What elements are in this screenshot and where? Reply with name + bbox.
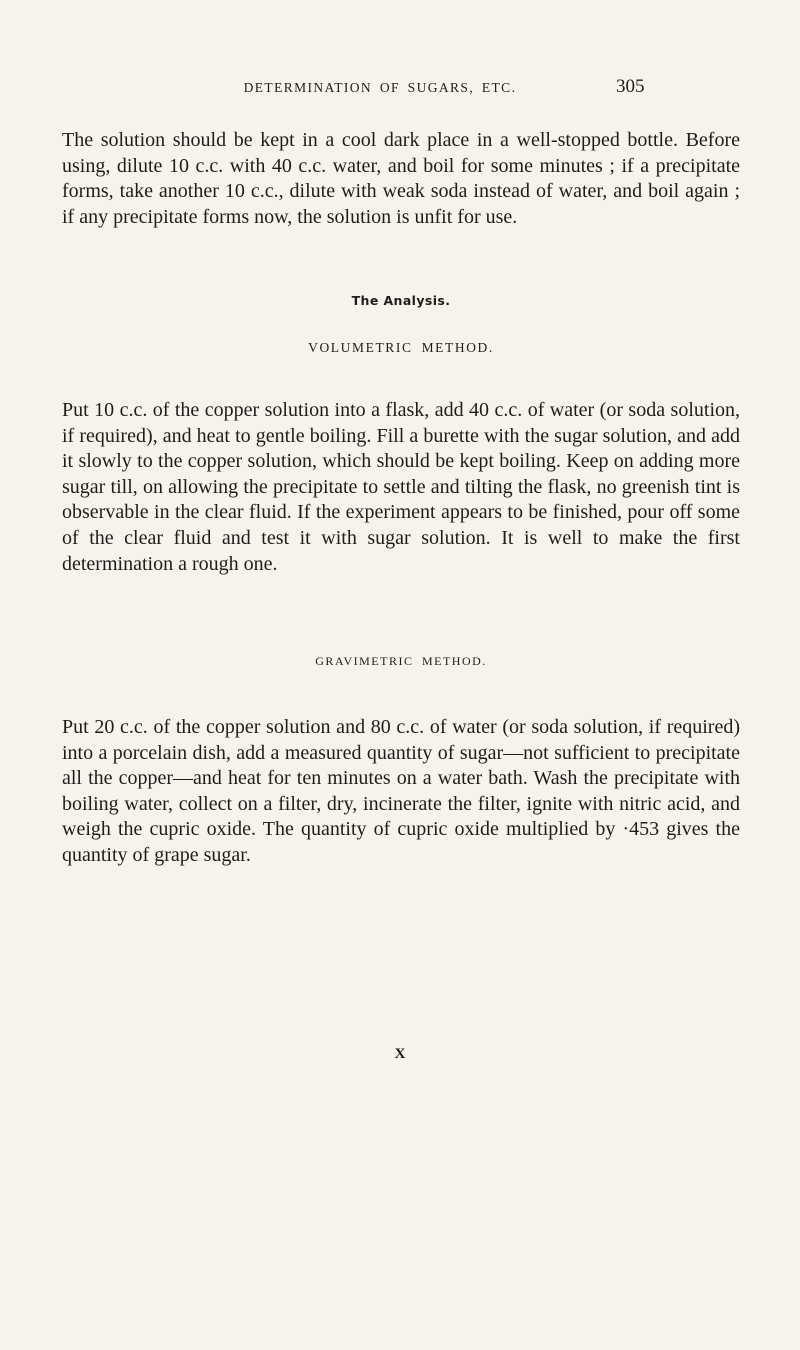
- paragraph-storage: The solution should be kept in a cool dark place in a well-stopped bottle. Before using, dilute 10 c.c. with 40 c.c. water, and boil for some minutes ; if a precipitate forms, take another 10 c.c., dilute with weak soda instead of water, and boil again ; if any precipitate forms now, the solution is unfit for use.: [62, 129, 740, 228]
- running-head: DETERMINATION OF SUGARS, ETC.: [243, 80, 517, 95]
- section-heading: The Analysis.: [351, 293, 451, 308]
- page-number: 305: [616, 76, 645, 97]
- subheading-volumetric: VOLUMETRIC METHOD.: [308, 340, 494, 355]
- paragraph-volumetric: Put 10 c.c. of the copper solution into a flask, add 40 c.c. of water (or soda solution, if required), and heat to gentle boiling. Fill a burette with the sugar solution, and add it slowly to the copper solution, which should be kept boiling. Keep on adding more sugar till, on allowing the precipitate to settle and tilting the flask, no greenish tint is observable in the clear fluid. If the experiment appears to be finished, pour off some of the clear fluid and test it with sugar solution. It is well to make the first determination a rough one.: [62, 399, 740, 575]
- subheading-gravimetric: GRAVIMETRIC METHOD.: [315, 654, 487, 668]
- signature-mark: X: [394, 1046, 406, 1062]
- paragraph-gravimetric: Put 20 c.c. of the copper solution and 80 c.c. of water (or soda solution, if required) into a porcelain dish, add a measured quantity of sugar—not sufficient to precipitate all the copper—and heat for ten minutes on a water bath. Wash the precipitate with boiling water, collect on a filter, dry, incinerate the filter, ignite with nitric acid, and weigh the cupric oxide. The quantity of cupric oxide multiplied by ·453 gives the quantity of grape sugar.: [62, 716, 740, 866]
